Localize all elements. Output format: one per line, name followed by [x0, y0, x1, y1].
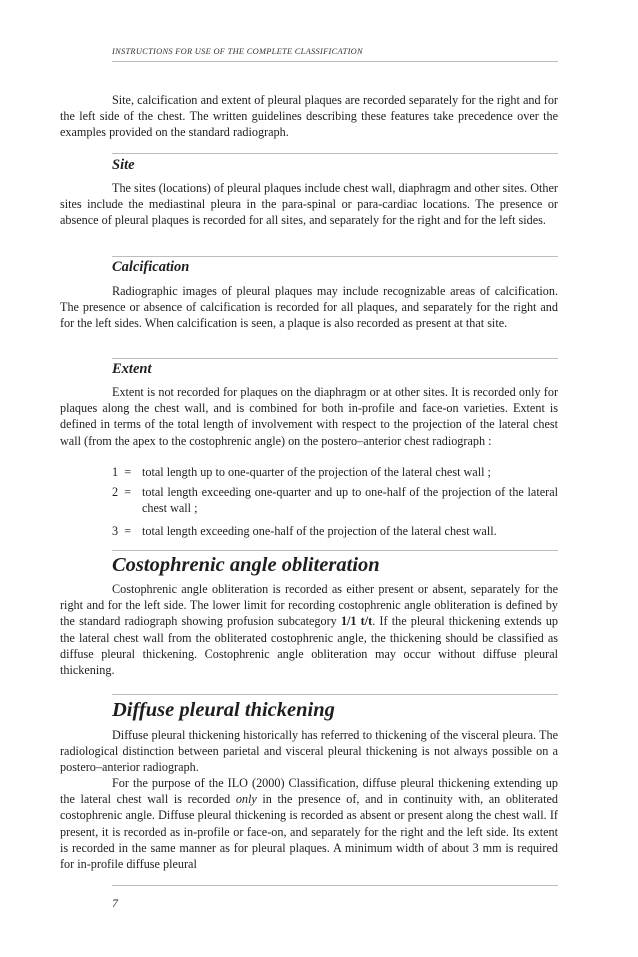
intro-paragraph: Site, calcification and extent of pleural plaques are recorded separately for the right and for the left side of the chest. The written guidelines describing these features take precedence over the examples provided on the standard radiograph.	[60, 93, 558, 140]
list-item-number: 1 =	[112, 465, 132, 479]
section-rule	[112, 153, 558, 154]
costophrenic-heading: Costophrenic angle obliteration	[112, 554, 380, 576]
section-rule	[112, 358, 558, 359]
list-item	[112, 464, 558, 480]
list-item	[112, 523, 558, 539]
section-rule	[112, 256, 558, 257]
profusion-subcategory: 1/1 t/t	[340, 614, 373, 629]
diffuse-paragraph-1: Diffuse pleural thickening historically has referred to thickening of the visceral pleura. The radiological distinction between parietal and visceral pleural thickening is not always possible on a postero–anterior radiograph.	[60, 728, 558, 775]
extent-heading: Extent	[112, 361, 152, 377]
section-rule	[112, 550, 558, 551]
list-item-number: 2 =	[112, 485, 132, 500]
list-item	[112, 484, 558, 516]
costophrenic-paragraph: Costophrenic angle obliteration is recorded as either present or absent, separately for the right and for the left side. The lower limit for recording costophrenic angle obliteration is defined by the standard radiograph showing profusion subcategory 1/1 t/t. If the pleural thickening extends up the lateral chest wall from the obliterated costophrenic angle, the thickening should be classified as diffuse pleural thickening. Costophrenic angle obliteration may occur without diffuse pleural thickening.	[60, 582, 559, 678]
list-item-text: total length exceeding one-quarter and up to one-half of the projection of the lateral chest wall ;	[142, 485, 558, 516]
extent-paragraph: Extent is not recorded for plaques on the diaphragm or at other sites. It is recorded only for plaques along the chest wall, and is combined for both in-profile and face-on varieties. Extent is defined in terms of the total length of involvement with respect to the projection of the lateral chest wall (from the apex to the costophrenic angle) on the postero–anterior chest radiograph :	[60, 385, 558, 448]
site-heading: Site	[112, 157, 135, 173]
emphasis-only: only	[235, 792, 257, 807]
section-rule	[112, 694, 558, 695]
footer-rule	[112, 885, 558, 886]
list-item-text: total length exceeding one-half of the projection of the lateral chest wall.	[142, 523, 497, 538]
diffuse-heading: Diffuse pleural thickening	[112, 699, 335, 721]
site-paragraph: The sites (locations) of pleural plaques include chest wall, diaphragm and other sites. Other sites include the mediastinal pleura in the para-spinal or para-cardiac locations. The presence or absence of pleural plaques is recorded for all sites, and separately for the right and for the left sides.	[60, 181, 558, 228]
header-rule	[112, 61, 558, 62]
calcification-paragraph: Radiographic images of pleural plaques may include recognizable areas of calcification. The presence or absence of calcification is recorded for all plaques, and separately for the right and for the left sides. When calcification is seen, a plaque is also recorded as present at that site.	[60, 284, 558, 331]
calcification-heading: Calcification	[112, 259, 190, 275]
list-item-number: 3 =	[112, 523, 132, 538]
diffuse-paragraph-2: For the purpose of the ILO (2000) Classification, diffuse pleural thickening extending up the lateral chest wall is recorded only in the presence of, and in continuity with, an obliterated costophrenic angle. Diffuse pleural thickening is recorded as absent or present along the chest wall. If present, it is recorded as in-profile or face-on, and separately for the right and the left side. Its extent is recorded in the same manner as for pleural plaques. A minimum width of about 3 mm is required for in-profile diffuse pleural	[60, 776, 558, 872]
page-number: 7	[112, 896, 118, 910]
running-head: INSTRUCTIONS FOR USE OF THE COMPLETE CLASSIFICATION	[112, 47, 363, 56]
list-item-text: total length up to one-quarter of the projection of the lateral chest wall ;	[142, 465, 491, 479]
extent-list	[112, 464, 558, 539]
